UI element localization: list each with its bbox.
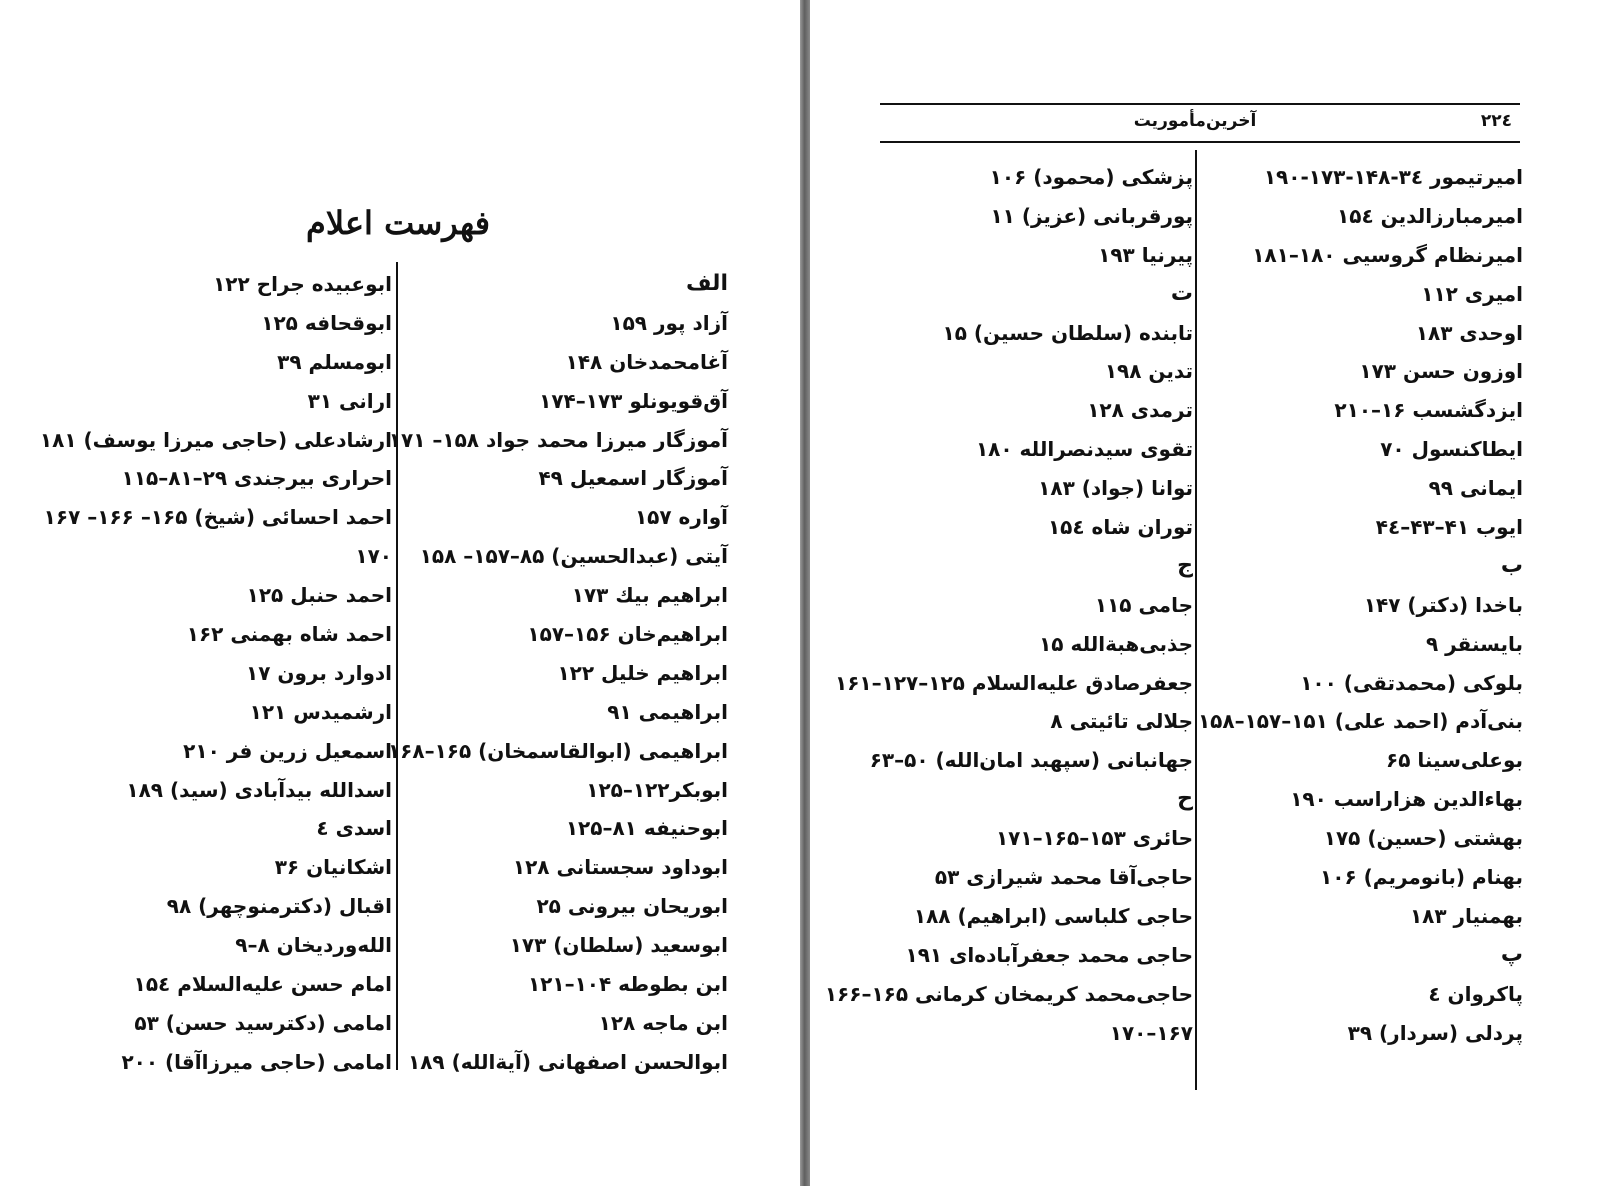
index-entry: حاجی محمد جعفرآباده‌ای ۱۹۱	[905, 942, 1193, 967]
index-entry: آق‌قویونلو ۱۷۳–۱۷۴	[539, 388, 728, 413]
index-entry: آموزگار اسمعیل ۴۹	[538, 466, 728, 491]
index-entry: آیتی (عبدالحسین) ۸۵–۱۵۷– ۱۵۸	[419, 544, 728, 569]
index-entry: ابوداود سجستانی ۱۲۸	[512, 855, 728, 880]
index-entry: ۱۷۰	[355, 544, 392, 569]
index-entry: ابراهیم بیك ۱۷۳	[571, 583, 728, 608]
index-column-right	[387, 265, 728, 1082]
section-letter-heading: ب	[1500, 552, 1523, 578]
index-entry: آواره ۱۵۷	[634, 505, 728, 530]
index-entry: آغامحمدخان ۱۴۸	[565, 349, 728, 374]
index-entry: پزشکی (محمود) ۱۰۶	[989, 165, 1193, 189]
index-entry: اوزون حسن ۱۷۳	[1359, 359, 1523, 384]
index-entry: حاجی کلباسی (ابراهیم) ۱۸۸	[913, 903, 1193, 928]
index-entry: بنی‌آدم (احمد علی) ۱۵۱–۱۵۷–۱۵۸	[1197, 709, 1523, 734]
index-entry: بهنام (بانومریم) ۱۰۶	[1320, 865, 1523, 890]
index-entry: اوحدی ۱۸۳	[1415, 320, 1523, 345]
index-entry: امیرتیمور ۳٤-۱۴۸-۱۷۳-۱۹۰	[1263, 165, 1523, 189]
index-entry: ابراهیم‌خان ۱۵۶–۱۵۷	[527, 622, 728, 647]
index-entry: جامی ۱۱۵	[1094, 592, 1193, 617]
index-entry: تابنده (سلطان حسین) ۱۵	[942, 320, 1193, 345]
index-entry: ۱۶۷–۱۷۰	[1109, 1020, 1193, 1045]
index-entry: امام حسن علیه‌السلام ۱۵٤	[133, 972, 392, 997]
index-entry: جذبی‌هبة‌الله ۱۵	[1039, 631, 1193, 656]
index-entry: اشکانیان ۳۶	[274, 855, 392, 880]
index-entry: ابوقحافه ۱۲۵	[261, 310, 392, 335]
index-entry: ارانی ۳۱	[307, 388, 392, 413]
index-column-right	[1193, 158, 1523, 1052]
index-entry: ابن بطوطه ۱۰۴–۱۲۱	[527, 972, 728, 997]
index-entry: حاجی‌محمد کریمخان کرمانی ۱۶۵–۱۶۶	[824, 981, 1193, 1006]
section-letter-heading: ج	[1177, 552, 1193, 578]
index-entry: ارشمیدس ۱۲۱	[249, 699, 392, 724]
index-entry: ترمدی ۱۲۸	[1087, 398, 1193, 423]
index-entry: تدین ۱۹۸	[1104, 359, 1193, 384]
index-entry: بهمنیار ۱۸۳	[1409, 903, 1523, 928]
index-entry: تقوی سیدنصرالله ۱۸۰	[975, 437, 1193, 462]
index-entry: ایوب ۴۱–۴۳–۴٤	[1375, 515, 1523, 540]
index-entry: جعفرصادق علیه‌السلام ۱۲۵–۱۲۷–۱۶۱	[835, 670, 1193, 695]
index-column-left	[39, 265, 392, 1082]
index-entry: اسمعیل زرین فر ۲۱۰	[183, 738, 392, 763]
index-entry: بوعلی‌سینا ۶۵	[1386, 748, 1523, 773]
section-letter-heading: ح	[1177, 786, 1193, 812]
index-entry: ابراهیمی ۹۱	[607, 699, 728, 724]
index-entry: ابراهیمی (ابوالقاسمخان) ۱۶۵–۱۶۸	[387, 738, 728, 763]
index-entry: بهاءالدین هزاراسب ۱۹۰	[1290, 787, 1523, 812]
index-entry: ابوبکر۱۲۲–۱۲۵	[586, 777, 728, 802]
index-entry: آزاد پور ۱۵۹	[610, 310, 728, 335]
index-entry: امامی (دکترسید حسن) ۵۳	[134, 1010, 392, 1035]
index-entry: پورقربانی (عزیز) ۱۱	[990, 203, 1193, 228]
index-title: فهرست اعلام	[306, 204, 490, 242]
index-entry: ابومسلم ۳۹	[277, 349, 392, 374]
index-entry: حاجی‌آقا محمد شیرازی ۵۳	[934, 865, 1193, 890]
index-entry: ابوریحان بیرونی ۲۵	[536, 894, 728, 919]
index-entry: اقبال (دکترمنوچهر) ۹۸	[166, 894, 392, 919]
index-entry: ابراهیم خلیل ۱۲۲	[557, 660, 728, 685]
index-entry: امامی (حاجی میرزاآقا) ۲۰۰	[121, 1049, 392, 1074]
index-entry: ارشادعلی (حاجی میرزا یوسف) ۱۸۱	[39, 427, 392, 452]
index-entry: احمد شاه بهمنی ۱۶۲	[186, 622, 392, 647]
index-column-left	[824, 158, 1193, 1052]
index-entry: جلالی تائیتی ۸	[1050, 709, 1193, 734]
index-entry: آموزگار میرزا محمد جواد ۱۵۸– ۱۷۱	[388, 427, 728, 452]
section-letter-heading: پ	[1500, 941, 1523, 967]
index-entry: حائری ۱۵۳–۱۶۵–۱۷۱	[995, 826, 1193, 851]
index-entry: بایسنقر ۹	[1425, 631, 1523, 656]
index-entry: بلوکی (محمدتقی) ۱۰۰	[1300, 670, 1523, 695]
index-entry: ادوارد برون ۱۷	[246, 660, 392, 685]
index-entry: توانا (جواد) ۱۸۳	[1038, 476, 1193, 501]
index-entry: احمد حنبل ۱۲۵	[246, 583, 392, 608]
book-spine	[800, 0, 810, 1186]
page-number: ۲۲٤	[1480, 111, 1512, 131]
index-entry: جهانبانی (سپهبد امان‌الله) ۵۰–۶۳	[869, 748, 1193, 773]
index-entry: ابن ماجه ۱۲۸	[598, 1010, 728, 1035]
index-entry: بهشتی (حسین) ۱۷۵	[1323, 826, 1523, 851]
index-entry: پاکروان ٤	[1428, 981, 1523, 1006]
index-entry: پیرنیا ۱۹۳	[1098, 242, 1193, 267]
index-entry: توران شاه ۱۵٤	[1047, 515, 1193, 540]
index-entry: اسدالله بیدآبادی (سید) ۱۸۹	[126, 777, 392, 802]
index-entry: ایطاکنسول ۷۰	[1380, 437, 1523, 462]
index-entry: ابوحنیفه ۸۱–۱۲۵	[565, 816, 728, 841]
index-entry: الله‌وردیخان ۸–۹	[235, 933, 392, 958]
index-entry: ایزدگشسب ۱۶–۲۱۰	[1334, 398, 1523, 423]
index-entry: ابوعبیده جراح ۱۲۲	[213, 272, 392, 296]
index-entry: احراری بیرجندی ۲۹–۸۱–۱۱۵	[121, 466, 392, 491]
index-entry: ابوالحسن اصفهانی (آیة‌الله) ۱۸۹	[407, 1049, 728, 1074]
running-header-title: آخرین‌مأموریت	[1133, 111, 1257, 131]
index-entry: امیری ۱۱۲	[1421, 281, 1523, 306]
index-entry: احمد احسائی (شیخ) ۱۶۵– ۱۶۶– ۱۶۷	[43, 505, 392, 530]
index-entry: امیرنظام گروسیی ۱۸۰–۱۸۱	[1252, 242, 1523, 267]
index-entry: ابوسعید (سلطان) ۱۷۳	[509, 933, 728, 958]
index-entry: باخدا (دکتر) ۱۴۷	[1363, 592, 1523, 617]
index-entry: اسدی ٤	[316, 816, 392, 841]
section-letter-heading: ت	[1170, 280, 1193, 306]
index-entry: پردلی (سردار) ۳۹	[1347, 1020, 1523, 1045]
section-letter-heading: الف	[685, 271, 728, 296]
index-entry: ایمانی ۹۹	[1428, 476, 1523, 501]
index-entry: امیرمبارزالدین ۱۵٤	[1337, 203, 1523, 228]
